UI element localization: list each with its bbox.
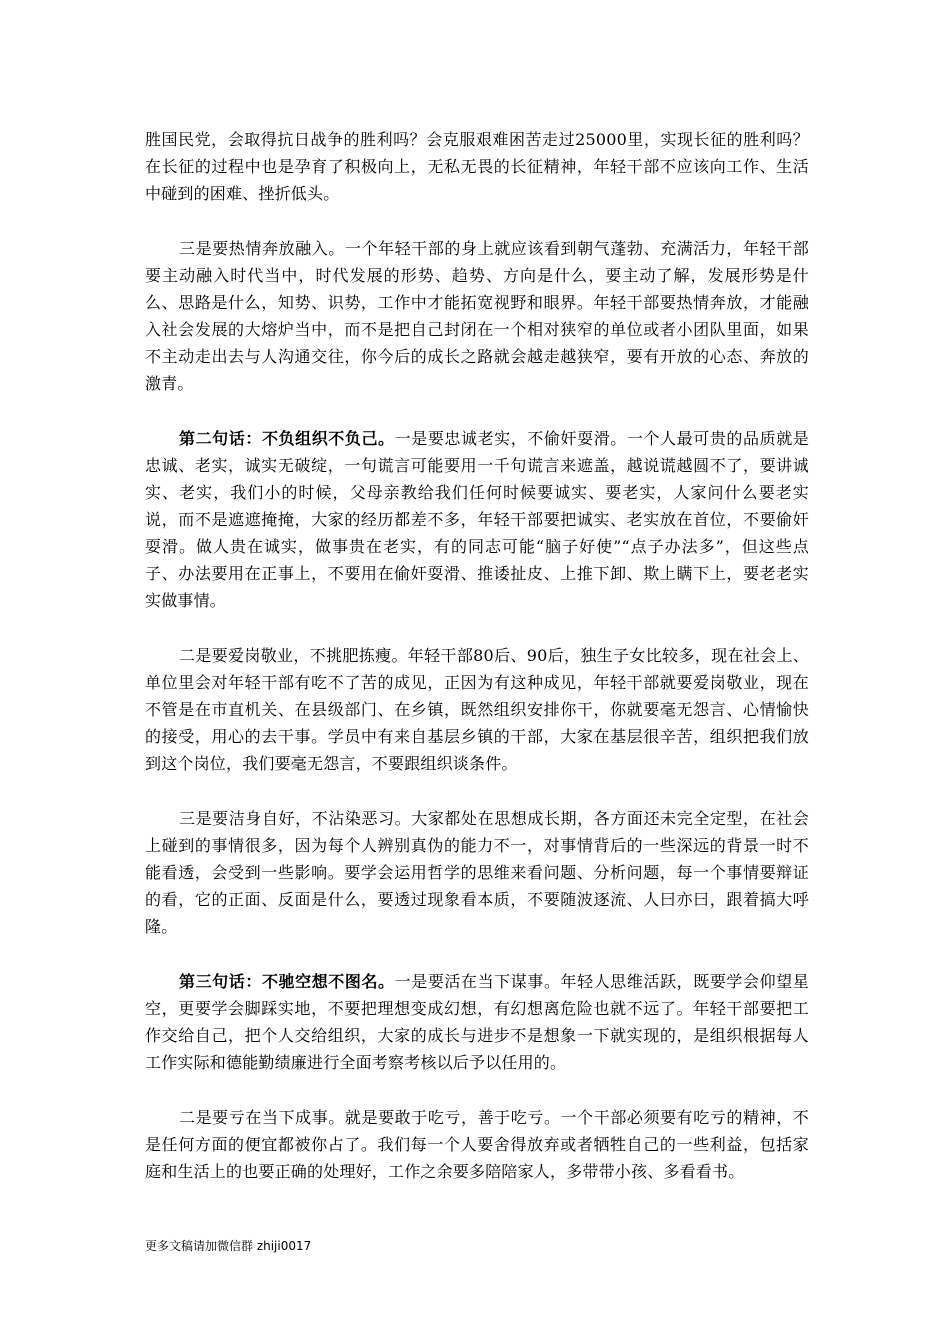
- section-heading-3: 第三句话：不驰空想不图名。: [179, 972, 395, 991]
- paragraph-4: [145, 642, 809, 777]
- footer-note: 更多文稿请加微信群 zhiji0017: [145, 1239, 312, 1253]
- section-heading-2: 第二句话：不负组织不负己。: [179, 429, 395, 448]
- paragraph-7: [145, 1104, 809, 1185]
- paragraph-4-text: 二是要爱岗敬业，不挑肥拣瘦。年轻干部80后、90后，独生子女比较多，现在社会上、单位里会对年轻干部有吃不了苦的成见，正因为有这种成见，年轻干部就要爱岗敬业，现在不管是在市直机关、在县级部门、在乡镇，既然组织安排你干，你就要毫无怨言、心情愉快的接受，用心的去干事。学员中有来自基层乡镇的干部，大家在基层很辛苦，组织把我们放到这个岗位，我们要毫无怨言，不要跟组织谈条件。: [145, 646, 809, 773]
- document-body: [145, 126, 809, 1213]
- paragraph-1-text: 胜国民党，会取得抗日战争的胜利吗？会克服艰难困苦走过25000里，实现长征的胜利吗？在长征的过程中也是孕育了积极向上，无私无畏的长征精神，年轻干部不应该向工作、生活中碰到的困难、挫折低头。: [145, 130, 809, 203]
- paragraph-3: [145, 425, 809, 614]
- paragraph-1: [145, 126, 809, 207]
- paragraph-2: [145, 235, 809, 397]
- paragraph-6: [145, 968, 809, 1076]
- paragraph-2-text: 三是要热情奔放融入。一个年轻干部的身上就应该看到朝气蓬勃、充满活力，年轻干部要主动融入时代当中，时代发展的形势、趋势、方向是什么，要主动了解，发展形势是什么、思路是什么，知势、识势，工作中才能拓宽视野和眼界。年轻干部要热情奔放，才能融入社会发展的大熔炉当中，而不是把自己封闭在一个相对狭窄的单位或者小团队里面，如果不主动走出去与人沟通交往，你今后的成长之路就会越走越狭窄，要有开放的心态、奔放的激青。: [145, 239, 809, 393]
- paragraph-6-text: 一是要活在当下谋事。年轻人思维活跃，既要学会仰望星空，更要学会脚踩实地，不要把理想变成幻想，有幻想离危险也就不远了。年轻干部要把工作交给自己，把个人交给组织，大家的成长与进步不是想象一下就实现的，是组织根据每人工作实际和德能勤绩廉进行全面考察考核以后予以任用的。: [145, 972, 809, 1072]
- paragraph-7-text: 二是要亏在当下成事。就是要敢于吃亏，善于吃亏。一个干部必须要有吃亏的精神，不是任何方面的便宜都被你占了。我们每一个人要舍得放弃或者牺牲自己的一些利益，包括家庭和生活上的也要正确的处理好，工作之余要多陪陪家人，多带带小孩、多看看书。: [145, 1108, 809, 1181]
- paragraph-5: [145, 805, 809, 940]
- paragraph-3-text: 一是要忠诚老实，不偷奸耍滑。一个人最可贵的品质就是忠诚、老实，诚实无破绽，一句谎言可能要用一千句谎言来遮盖，越说谎越圆不了，要讲诚实、老实，我们小的时候，父母亲教给我们任何时候要诚实、要老实，人家问什么要老实说，而不是遮遮掩掩，大家的经历都差不多，年轻干部要把诚实、老实放在首位，不要偷奸耍滑。做人贵在诚实，做事贵在老实，有的同志可能“脑子好使”“点子办法多”，但这些点子、办法要用在正事上，不要用在偷奸耍滑、推诿扯皮、上推下卸、欺上瞒下上，要老老实实做事情。: [145, 429, 809, 610]
- paragraph-5-text: 三是要洁身自好，不沾染恶习。大家都处在思想成长期，各方面还未完全定型，在社会上碰到的事情很多，因为每个人辨别真伪的能力不一，对事情背后的一些深远的背景一时不能看透，会受到一些影响。要学会运用哲学的思维来看问题、分析问题，每一个事情要辩证的看，它的正面、反面是什么，要透过现象看本质，不要随波逐流、人曰亦曰，跟着搞大呼隆。: [145, 809, 809, 936]
